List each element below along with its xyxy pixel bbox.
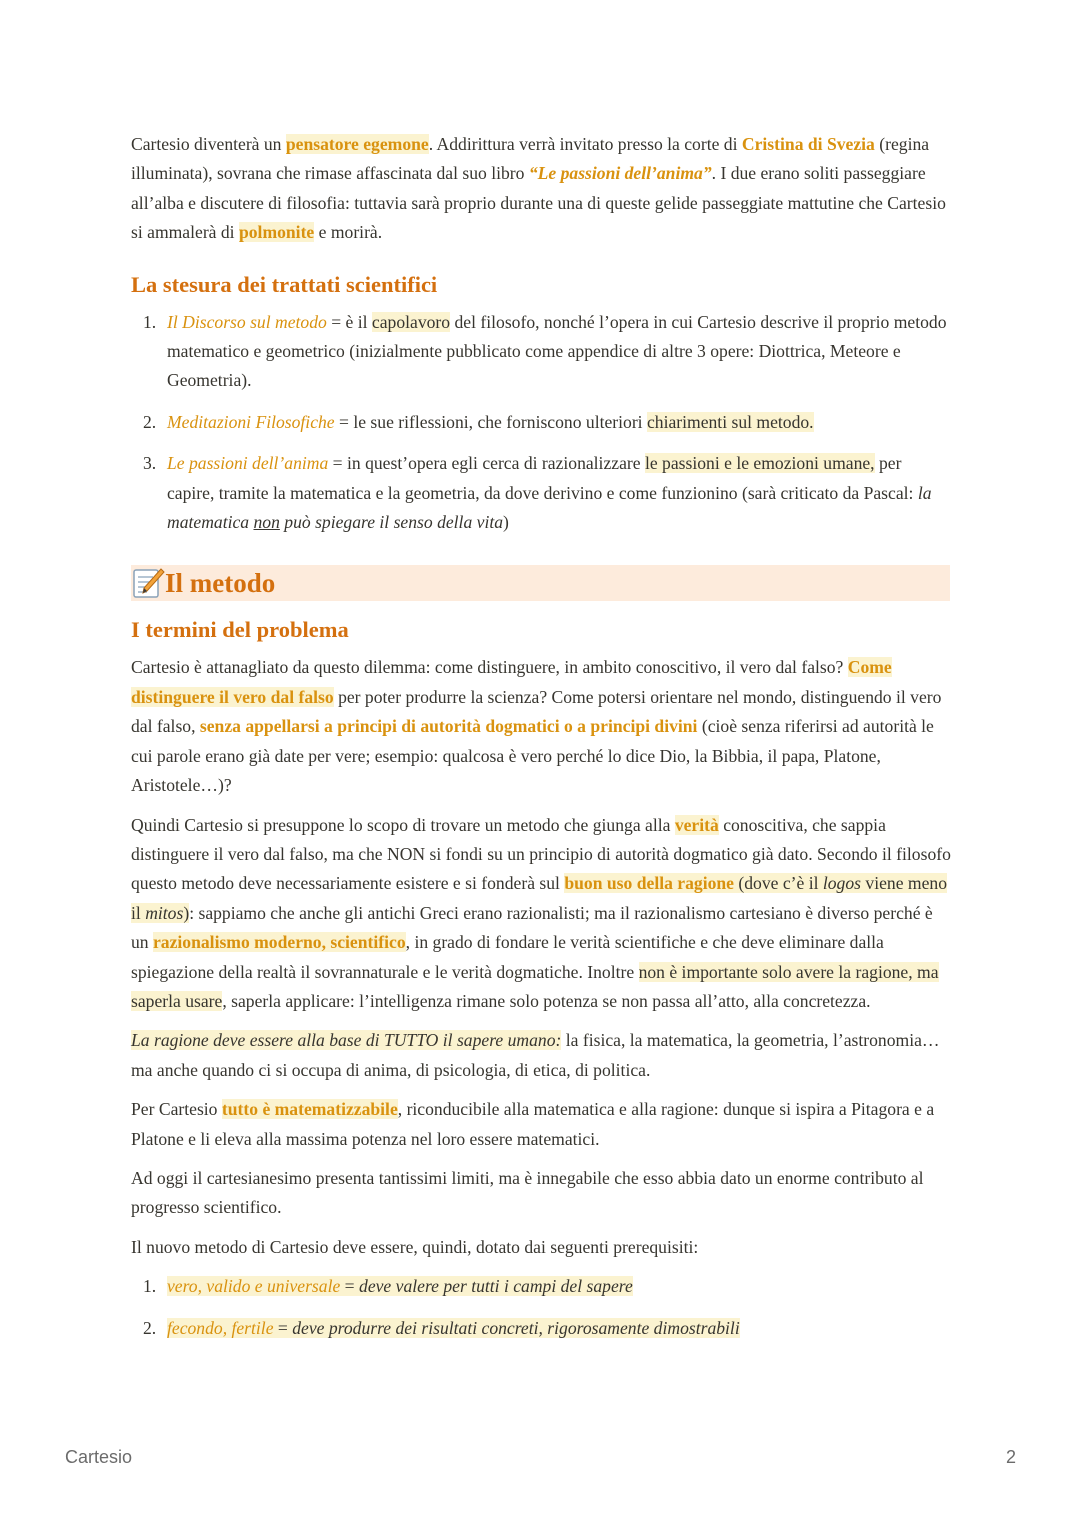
item-text: del filosofo, nonché l’opera in cui Cartesio descrive il proprio metodo matematico e geometrico (inizialmente pubblicato come appendice di altre 3 opere: Diottrica, Meteore e Geometria). [167, 311, 947, 391]
highlight: non è importante solo avere la ragione, ma saperla usare [131, 961, 939, 1011]
work-title: Le passioni dell’anima [167, 453, 329, 474]
requirement-title: fecondo, fertile [167, 1317, 274, 1338]
paragraph-limiti: Ad oggi il cartesianesimo presenta tantissimi limiti, ma è innegabile che esso abbia dato un enorme contributo al progresso scientifico. [131, 1167, 924, 1218]
highlight: capolavoro [371, 311, 451, 332]
quote-text: la matematica [167, 482, 932, 533]
highlight: chiarimenti sul metodo. [646, 411, 814, 432]
keyword: razionalismo moderno, scientifico [153, 932, 406, 953]
paragraph-text: Per Cartesio [131, 1099, 222, 1120]
item-text: = in quest’opera egli cerca di razionalizzare [328, 453, 645, 474]
subheading-termini: I termini del problema [131, 617, 349, 643]
paragraph-matematizzabile [131, 1095, 951, 1154]
intro-text: (regina illuminata), sovrana che rimase affascinata dal suo libro [131, 134, 930, 184]
intro-text: e morirà. [314, 222, 383, 243]
highlight-text: (dove c’è il [733, 873, 823, 894]
section-heading-trattati: La stesura dei trattati scientifici [131, 271, 438, 297]
intro-text: . Addirittura verrà invitato presso la corte di [428, 134, 742, 154]
paragraph-text: per poter produrre la scienza? Come potersi orientare nel mondo, distinguendo il vero dal falso, [131, 686, 942, 737]
item-text: per capire, tramite la matematica e la geometria, da dove derivino e come funzionino (sarà criticato da Pascal: [167, 453, 918, 503]
highlight-text: ) [183, 902, 190, 923]
quote-text: può spiegare il senso della vita [279, 512, 504, 533]
keyword: buon uso della ragione [564, 873, 734, 894]
list-number: 3. [143, 453, 157, 474]
paragraph-text: Quindi Cartesio si presuppone lo scopo di trovare un metodo che giunga alla [131, 814, 675, 835]
keyword: Come distinguere il vero dal falso [131, 657, 892, 707]
highlight-text: viene meno il [131, 873, 947, 923]
paragraph-text: Cartesio è attanagliato da questo dilemma: come distinguere, in ambito conoscitivo, il vero dal falso? [131, 657, 848, 678]
quote-underlined: non [253, 512, 280, 533]
section-heading-bar [131, 565, 950, 601]
keyword-cristina: Cristina di Svezia [741, 134, 875, 154]
paragraph-dilemma [131, 653, 951, 800]
page-content [131, 130, 951, 1355]
keyword-polmonite: polmonite [238, 222, 315, 243]
paragraph-text: , saperla applicare: l’intelligenza rimane solo potenza se non passa all’atto, alla concretezza. [222, 990, 871, 1011]
paragraph-text: la fisica, la matematica, la geometria, l’astronomia… ma anche quando ci si occupa di anima, di psicologia, di etica, di politica. [131, 1030, 940, 1080]
work-title: Meditazioni Filosofiche [167, 411, 335, 432]
item-text: ) [503, 512, 509, 533]
memo-icon [131, 566, 165, 600]
list-number: 1. [143, 311, 157, 332]
intro-text: Cartesio diventerà un [131, 134, 286, 154]
paragraph-text: , in grado di fondare le verità scientifiche e che deve eliminare dalla spiegazione della realtà il sovrannaturale e le verità dogmatiche. Inoltre [131, 932, 884, 982]
page-number: 2 [1005, 1447, 1016, 1467]
list-item [131, 1314, 951, 1343]
requirement-text: deve produrre dei risultati concreti, rigorosamente dimostrabili [292, 1317, 740, 1338]
requirement-text: deve valere per tutti i campi del sapere [359, 1276, 633, 1297]
paragraph-ragione [131, 1026, 951, 1085]
paragraph-text: (cioè senza riferirsi ad autorità le cui parole erano già date per vere; esempio: qualcosa è vero perché lo dice Dio, la Bibbia, il papa, Platone, Aristotele…)? [131, 716, 934, 796]
keyword: verità [674, 814, 719, 835]
paragraph-text: , riconducibile alla matematica e alla ragione: dunque si ispira a Pitagora e a Platone e li eleva alla massima potenza nel loro essere matematici. [131, 1099, 935, 1149]
equals-sign: = [273, 1317, 293, 1338]
trattati-list [131, 308, 951, 538]
paragraph-text: : sappiamo che anche gli antichi Greci erano razionalisti; ma il razionalismo cartesiano è diverso perché è un [131, 902, 933, 953]
paragraph-scopo [131, 811, 951, 1017]
paragraph-prerequisiti: Il nuovo metodo di Cartesio deve essere, quindi, dotato dai seguenti prerequisiti: [131, 1236, 699, 1257]
item-text: = è il [326, 311, 372, 332]
list-number: 1. [143, 1276, 157, 1297]
highlight-italic: mitos [145, 902, 184, 923]
paragraph-text: conoscitiva, che sappia distinguere il vero dal falso, ma che NON si fondi su un principio di autorità dogmatico già dato. Secondo il filosofo questo metodo deve necessariamente esistere e si fonderà sul [131, 814, 951, 894]
intro-text: . I due erano soliti passeggiare all’alba e discutere di filosofia: tuttavia sarà proprio durante una di queste gelide passeggiate mattutine che Cartesio si ammalerà di [131, 163, 946, 243]
item-text: = le sue riflessioni, che forniscono ulteriori [334, 411, 647, 432]
requirement-title: vero, valido e universale [167, 1276, 341, 1297]
work-title: Il Discorso sul metodo [167, 311, 327, 332]
footer-title: Cartesio [65, 1447, 133, 1467]
keyword-pensatore: pensatore egemone [285, 134, 429, 154]
list-item [131, 1272, 951, 1301]
intro-paragraph [131, 130, 951, 248]
highlight-italic: logos [822, 873, 862, 894]
list-item [131, 408, 951, 437]
section-heading-metodo: Il metodo [165, 568, 276, 599]
list-item [131, 308, 951, 396]
keyword: senza appellarsi a principi di autorità dogmatici o a principi divini [199, 716, 698, 737]
keyword: tutto è matematizzabile [221, 1099, 398, 1120]
highlight: le passioni e le emozioni umane, [644, 453, 875, 474]
prerequisiti-list [131, 1272, 951, 1343]
list-number: 2. [143, 1317, 157, 1338]
list-item [131, 449, 951, 537]
highlight: La ragione deve essere alla base di TUTTO il sapere umano: [131, 1030, 562, 1051]
equals-sign: = [340, 1276, 360, 1297]
list-number: 2. [143, 411, 157, 432]
book-title: “Le passioni dell’anima” [528, 163, 712, 184]
